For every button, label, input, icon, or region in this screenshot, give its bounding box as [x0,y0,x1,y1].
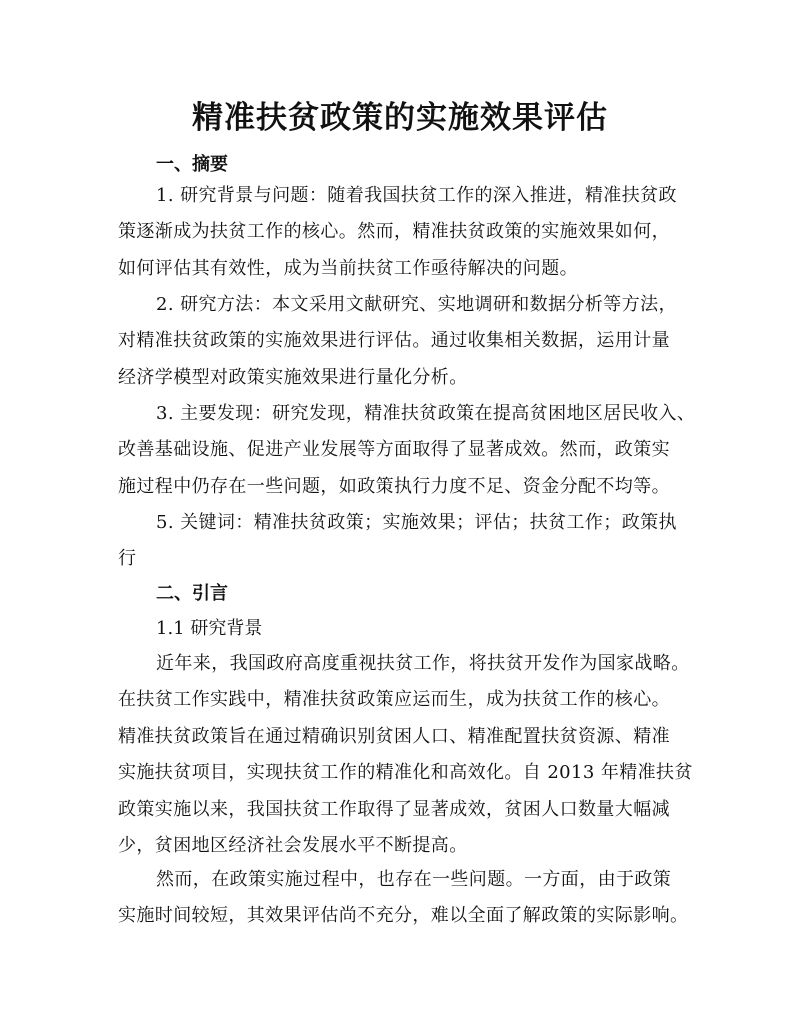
abstract-keywords [118,505,693,578]
section-heading-abstract: 一、摘要 [156,154,228,175]
paragraph-line: 实施时间较短，其效果评估尚不充分，难以全面了解政策的实际影响。 [118,905,689,927]
paragraph-line: 改善基础设施、促进产业发展等方面取得了显著成效。然而，政策实 [118,439,670,461]
paragraph-line: 5. 关键词：精准扶贫政策；实施效果；评估；扶贫工作；政策执 [156,512,677,533]
section-heading-introduction: 二、引言 [156,583,228,604]
abstract-item-3 [118,396,696,505]
intro-paragraph-1 [118,646,693,864]
paragraph-line: 近年来，我国政府高度重视扶贫工作，将扶贫开发作为国家战略。 [156,653,690,674]
paragraph-line: 在扶贫工作实践中，精准扶贫政策应运而生，成为扶贫工作的核心。 [118,689,670,711]
paragraph-line: 然而，在政策实施过程中，也存在一些问题。一方面，由于政策 [156,869,672,890]
paragraph-line: 对精准扶贫政策的实施效果进行评估。通过收集相关数据，运用计量 [118,330,670,352]
paragraph-line: 施过程中仍存在一些问题，如政策执行力度不足、资金分配不均等。 [118,475,670,497]
paragraph-line: 2. 研究方法：本文采用文献研究、实地调研和数据分析等方法， [156,294,677,315]
document-title: 精准扶贫政策的实施效果评估 [192,100,608,136]
paragraph-line: 如何评估其有效性，成为当前扶贫工作亟待解决的问题。 [118,257,578,279]
paragraph-line: 少，贫困地区经济社会发展水平不断提高。 [118,835,468,857]
paragraph-line: 1. 研究背景与问题：随着我国扶贫工作的深入推进，精准扶贫政 [156,185,677,206]
paragraph-line: 政策实施以来，我国扶贫工作取得了显著成效，贫困人口数量大幅减 [118,798,670,820]
abstract-item-1 [118,178,693,287]
abstract-item-2 [118,287,693,396]
paragraph-line: 行 [118,548,137,570]
intro-paragraph-2 [118,862,693,935]
paragraph-line: 精准扶贫政策旨在通过精确识别贫困人口、精准配置扶贫资源、精准 [118,725,670,747]
paragraph-line: 策逐渐成为扶贫工作的核心。然而，精准扶贫政策的实施效果如何， [118,221,670,243]
subsection-heading-background: 1.1 研究背景 [156,618,263,639]
paragraph-line: 经济学模型对政策实施效果进行量化分析。 [118,366,468,388]
paragraph-line: 3. 主要发现：研究发现，精准扶贫政策在提高贫困地区居民收入、 [156,403,696,424]
paragraph-line: 实施扶贫项目，实现扶贫工作的精准化和高效化。自 2013 年精准扶贫 [118,762,693,784]
